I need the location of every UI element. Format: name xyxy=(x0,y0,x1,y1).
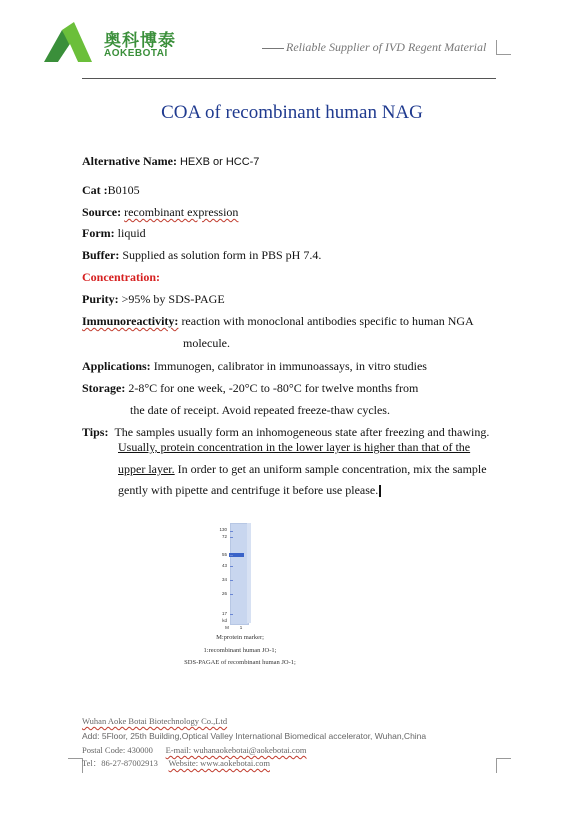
marker-band xyxy=(230,594,233,595)
marker-band xyxy=(230,537,233,538)
immunoreactivity-row-cont: molecule. xyxy=(183,336,230,350)
tips-row: Tips: The samples usually form an inhomogeneous state after freezing and thawing. xyxy=(82,425,490,439)
marker-label: 43 xyxy=(221,563,227,568)
form-row: Form: liquid xyxy=(82,226,146,240)
tips-row-4: gently with pipette and centrifuge it before use please. xyxy=(118,483,381,498)
marker-band xyxy=(230,614,233,615)
logo-chinese-name: 奥科博泰 xyxy=(104,31,176,51)
footer-website[interactable]: Website: www.aokebotai.com xyxy=(168,758,270,768)
buffer-row: Buffer: Supplied as solution form in PBS pH 7.4. xyxy=(82,248,322,262)
marker-label: 26 xyxy=(221,591,227,596)
marker-label: 17 xyxy=(221,611,227,616)
marker-band xyxy=(230,566,233,567)
footer-address: Add: 5Floor, 25th Building,Optical Valley International Biomedical accelerator, Wuhan,China xyxy=(82,731,427,741)
gel-caption-2: 1:recombinant human JO-1; xyxy=(203,647,277,654)
gel-caption-1: M:protein marker; xyxy=(216,634,264,641)
footer-company: Wuhan Aoke Botai Biotechnology Co.,Ltd xyxy=(82,716,228,726)
marker-band xyxy=(230,531,233,532)
footer-contact-line: Postal Code: 430000 E-mail: wuhanaokebotai@aokebotai.com xyxy=(82,745,307,755)
storage-row: Storage: 2-8°C for one week, -20°C to -80°C for twelve months from xyxy=(82,381,419,395)
cat-row: Cat :B0105 xyxy=(82,183,140,197)
header-rule xyxy=(82,78,496,79)
corner-mark-top-right xyxy=(496,40,511,55)
marker-label: 130 xyxy=(219,527,227,532)
purity-row: Purity: >95% by SDS-PAGE xyxy=(82,292,225,306)
concentration-row: Concentration: xyxy=(82,270,160,284)
footer-email[interactable]: E-mail: wuhanaokebotai@aokebotai.com xyxy=(165,745,307,755)
logo-icon xyxy=(44,22,102,62)
marker-label: 72 xyxy=(221,534,227,539)
marker-band xyxy=(230,580,233,581)
immunoreactivity-row: Immunoreactivity: reaction with monoclonal antibodies specific to human NGA xyxy=(82,314,474,328)
corner-mark-bottom-left xyxy=(68,758,83,773)
tips-row-2: Usually, protein concentration in the lower layer is higher than that of the xyxy=(118,440,471,454)
gel-caption-3: SDS-PAGAE of recombinant human JO-1; xyxy=(184,659,296,666)
gel-lane-edge xyxy=(247,523,251,623)
lane-label-1: 1 xyxy=(239,625,243,630)
page-title: COA of recombinant human NAG xyxy=(161,102,423,123)
marker-band xyxy=(230,555,233,556)
source-row: Source: recombinant expression xyxy=(82,205,239,219)
applications-row: Applications: Immunogen, calibrator in immunoassays, in vitro studies xyxy=(82,359,427,373)
corner-mark-bottom-right xyxy=(496,758,511,773)
storage-row-cont: the date of receipt. Avoid repeated freeze-thaw cycles. xyxy=(130,403,390,417)
logo-english-name: AOKEBOTAI xyxy=(104,48,168,59)
marker-unit: kd xyxy=(222,618,227,623)
tips-row-3: upper layer. In order to get an uniform sample concentration, mix the sample xyxy=(118,462,487,476)
marker-label: 55 xyxy=(221,552,227,557)
marker-label: 34 xyxy=(221,577,227,582)
alternative-name-row: Alternative Name: HEXB or HCC-7 xyxy=(82,154,260,168)
footer-contact-line-2: Tel：86-27-87002913 Website: www.aokebotai.com xyxy=(82,758,270,768)
header-tagline: Reliable Supplier of IVD Regent Material xyxy=(262,40,486,55)
lane-label-m: M xyxy=(225,625,229,630)
